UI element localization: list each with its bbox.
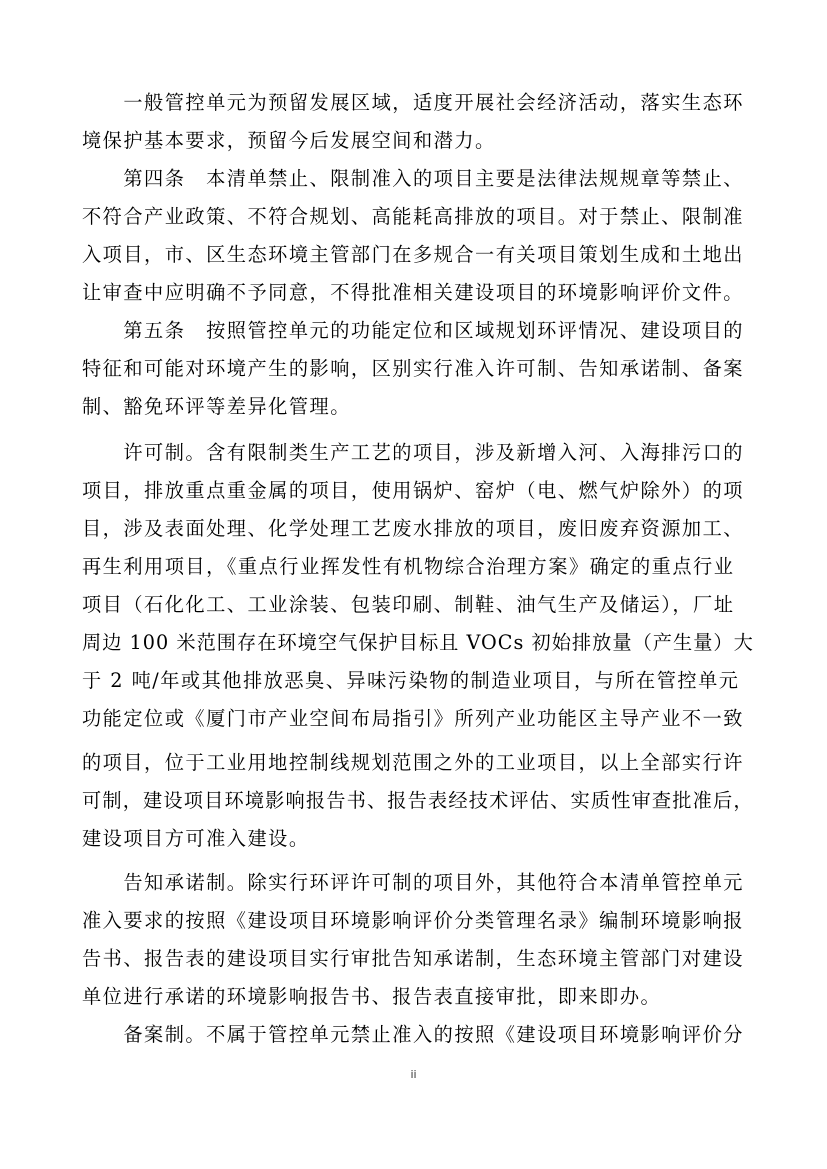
text-line: 备案制。不属于管控单元禁止准入的按照《建设项目环境影响评价分 <box>82 1023 744 1046</box>
page-number: ii <box>410 1068 417 1081</box>
text-line: 第五条 按照管控单元的功能定位和区域规划环评情况、建设项目的 <box>82 319 744 342</box>
text-line: 功能定位或《厦门市产业空间布局指引》所列产业功能区主导产业不一致 <box>82 707 744 730</box>
text-line: 许可制。含有限制类生产工艺的项目，涉及新增入河、入海排污口的 <box>82 441 744 464</box>
text-line: 告知承诺制。除实行环评许可制的项目外，其他符合本清单管控单元 <box>82 871 744 894</box>
text-line: 让审查中应明确不予同意，不得批准相关建设项目的环境影响评价文件。 <box>82 281 744 304</box>
text-line: 单位进行承诺的环境影响报告书、报告表直接审批，即来即办。 <box>82 985 662 1008</box>
text-line: 的项目，位于工业用地控制线规划范围之外的工业项目，以上全部实行许 <box>82 751 744 774</box>
text-line: 准入要求的按照《建设项目环境影响评价分类管理名录》编制环境影响报 <box>82 909 744 932</box>
text-line: 告书、报告表的建设项目实行审批告知承诺制，生态环境主管部门对建设 <box>82 947 744 970</box>
text-line: 特征和可能对环境产生的影响，区别实行准入许可制、告知承诺制、备案 <box>82 357 744 380</box>
text-line: 不符合产业政策、不符合规划、高能耗高排放的项目。对于禁止、限制准 <box>82 205 744 228</box>
text-line: 再生利用项目，《重点行业挥发性有机物综合治理方案》确定的重点行业 <box>82 555 735 578</box>
text-line: 目，涉及表面处理、化学处理工艺废水排放的项目，废旧废弃资源加工、 <box>82 517 744 540</box>
text-line: 项目（石化化工、工业涂装、包装印刷、制鞋、油气生产及储运），厂址 <box>82 593 735 616</box>
text-line: 可制，建设项目环境影响报告书、报告表经技术评估、实质性审查批准后， <box>82 789 754 812</box>
text-line: 入项目，市、区生态环境主管部门在多规合一有关项目策划生成和土地出 <box>82 243 744 266</box>
text-line: 项目，排放重点重金属的项目，使用锅炉、窑炉（电、燃气炉除外）的项 <box>82 479 744 502</box>
text-line: 制、豁免环评等差异化管理。 <box>82 395 351 418</box>
text-line: 一般管控单元为预留发展区域，适度开展社会经济活动，落实生态环 <box>82 91 744 114</box>
text-line: 周边 100 米范围存在环境空气保护目标且 VOCs 初始排放量（产生量）大 <box>82 631 754 654</box>
text-line: 境保护基本要求，预留今后发展空间和潜力。 <box>82 129 496 152</box>
text-line: 于 2 吨/年或其他排放恶臭、异味污染物的制造业项目，与所在管控单元 <box>82 669 740 692</box>
text-line: 第四条 本清单禁止、限制准入的项目主要是法律法规规章等禁止、 <box>82 167 744 190</box>
text-line: 建设项目方可准入建设。 <box>82 827 310 850</box>
